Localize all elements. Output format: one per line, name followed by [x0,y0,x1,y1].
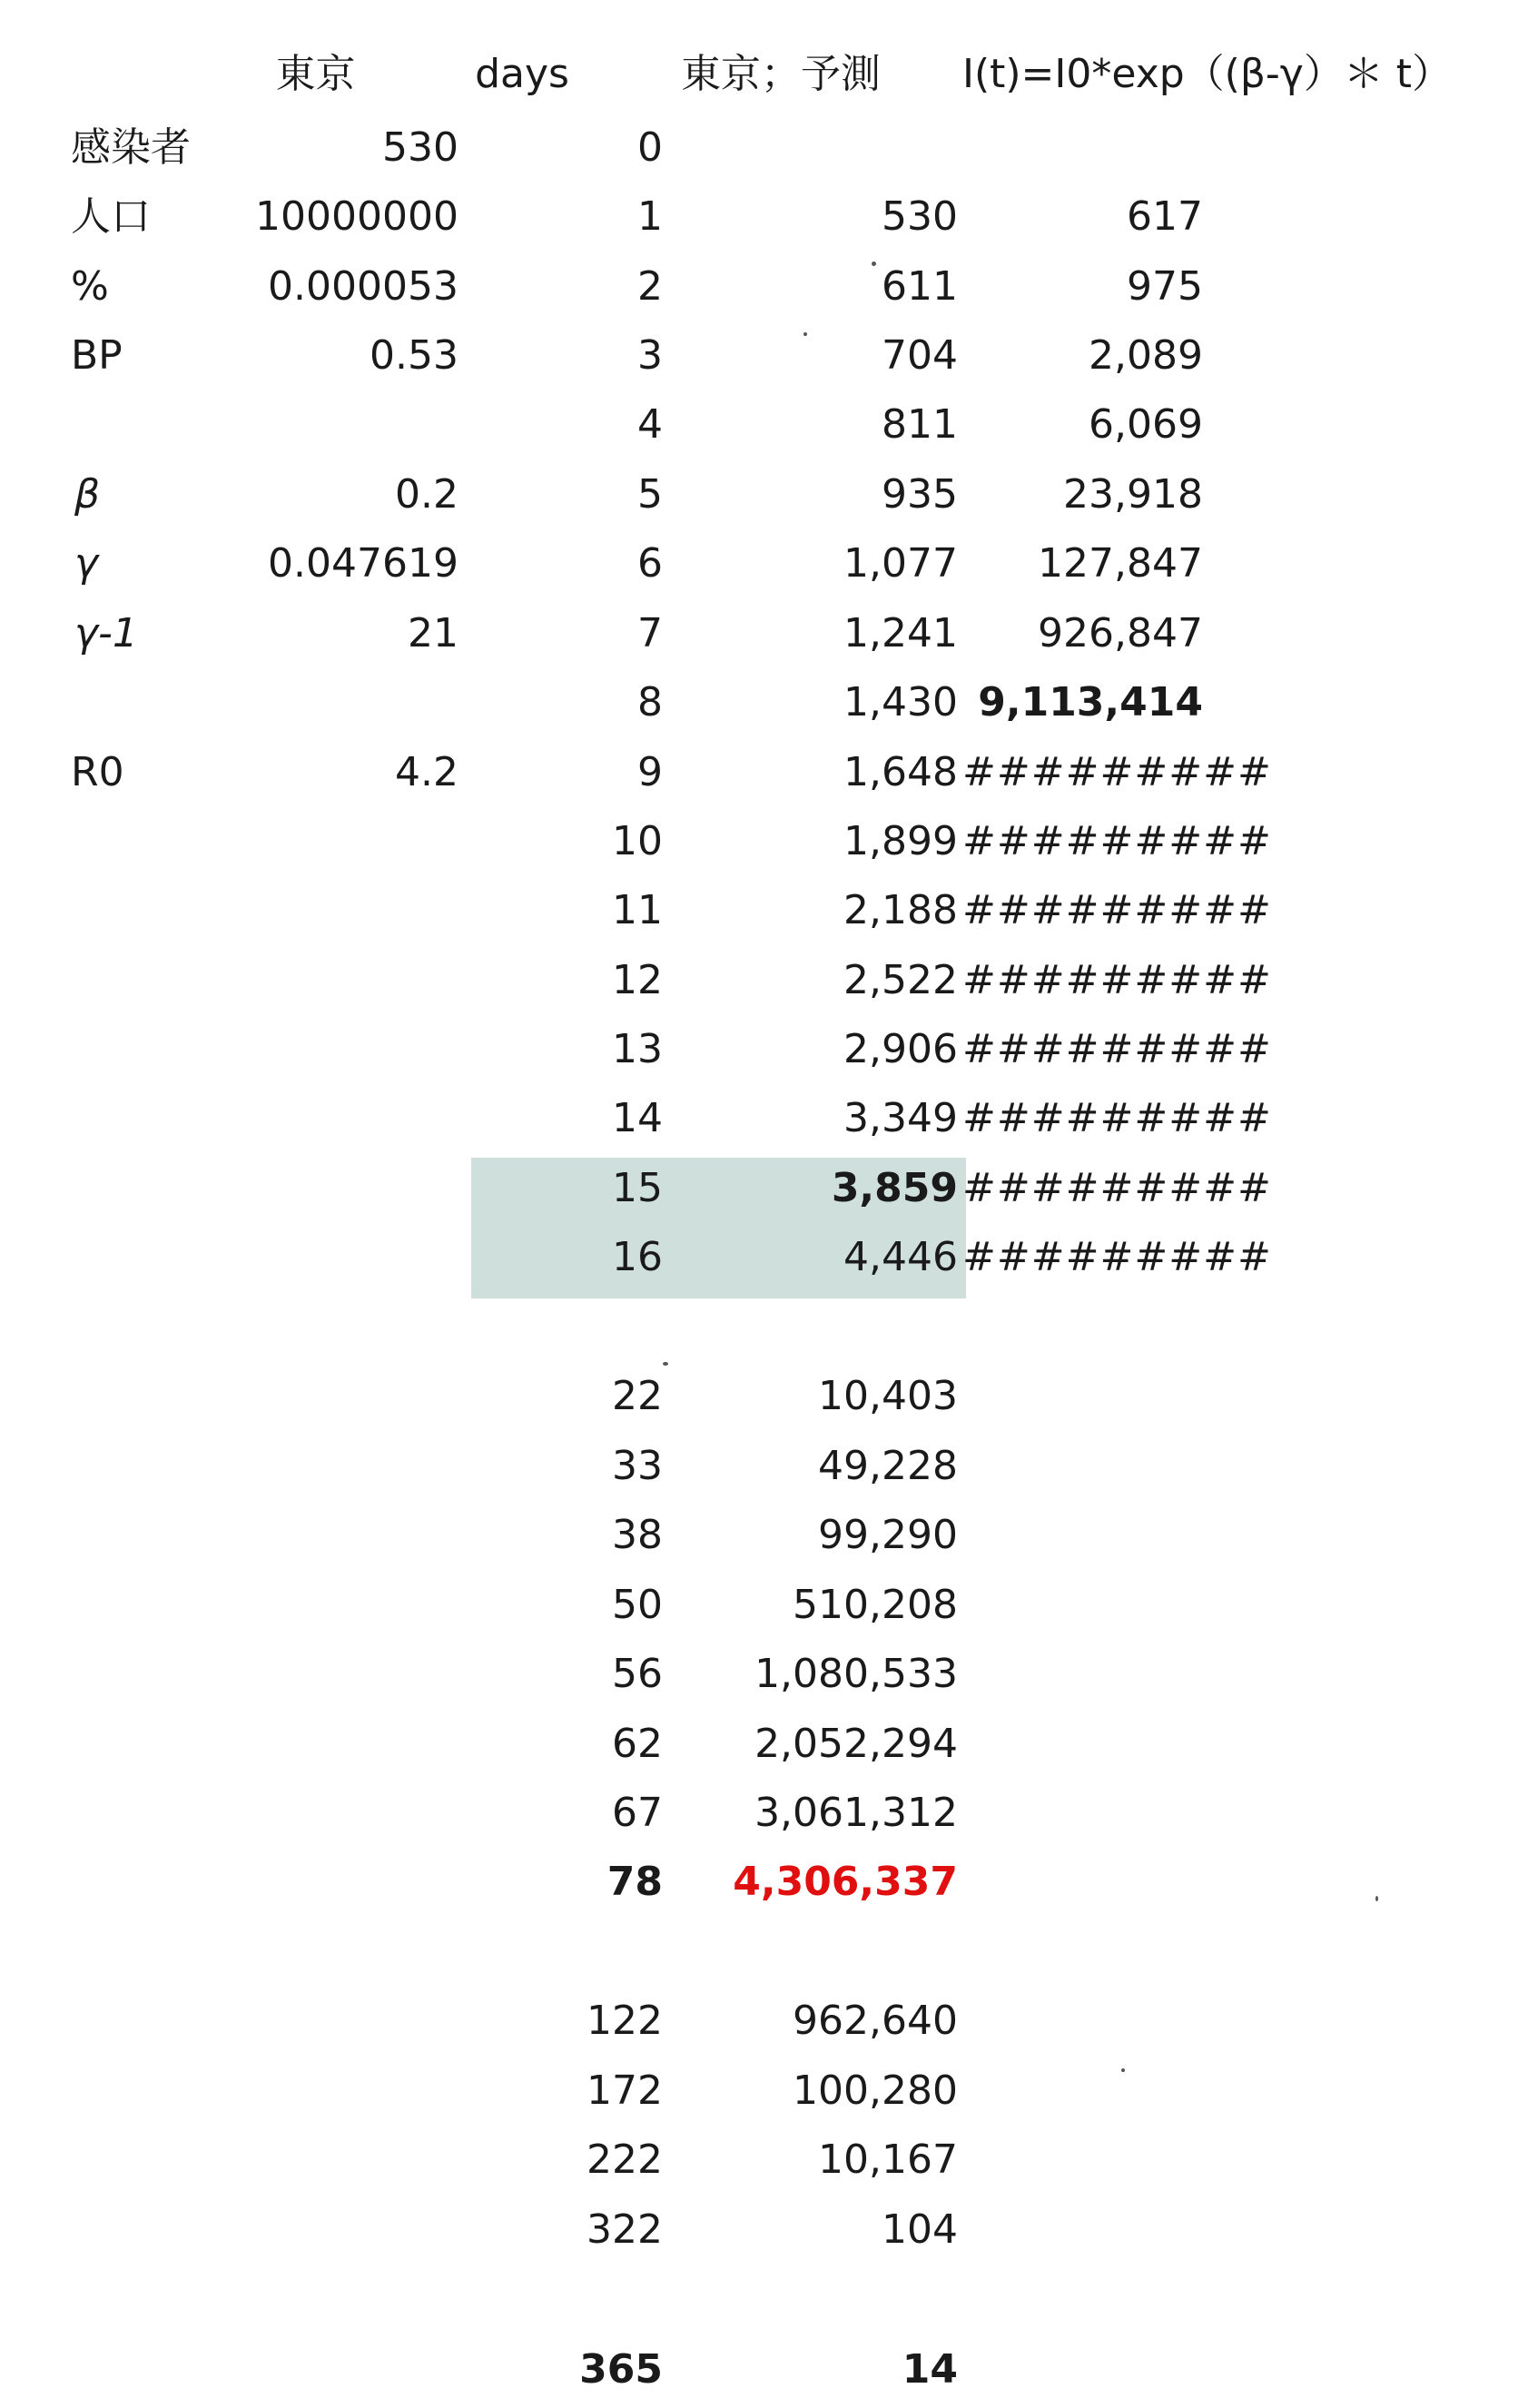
exp-cell: 127,847 [1038,540,1203,587]
forecast-cell: 935 [882,471,958,518]
param-label-infected: 感染者 [71,124,191,171]
forecast-cell-highlighted: 3,859 [831,1165,958,1211]
day-cell: 62 [612,1721,663,1767]
day-cell: 8 [637,679,663,725]
day-cell: 13 [612,1026,663,1072]
forecast-cell: 10,403 [818,1373,958,1419]
exp-cell: 975 [1127,263,1203,310]
exp-cell: 23,918 [1063,471,1203,518]
exp-cell-overflow: ######### [962,818,1272,864]
forecast-cell: 704 [882,332,958,379]
param-value-bp: 0.53 [370,332,458,379]
day-cell: 2 [637,263,663,310]
forecast-cell: 4,446 [843,1234,958,1280]
day-cell: 50 [612,1582,663,1628]
forecast-cell: 2,052,294 [754,1721,958,1767]
forecast-cell: 962,640 [793,1998,958,2044]
final-forecast-cell: 14 [902,2346,958,2393]
exp-cell-overflow: ######### [962,1165,1272,1211]
day-cell: 3 [637,332,663,379]
param-label-percent: % [71,263,109,310]
param-value-gamma-inverse: 21 [408,610,458,656]
param-value-r0: 4.2 [395,749,458,795]
param-label-bp: BP [71,332,123,379]
exp-cell: 926,847 [1038,610,1203,656]
forecast-cell: 1,430 [843,679,958,725]
forecast-cell: 530 [882,193,958,240]
param-label-gamma-inverse: γ-1 [74,610,138,656]
exp-cell-overflow: ######### [962,1026,1272,1072]
forecast-cell: 104 [882,2206,958,2253]
day-cell: 172 [587,2068,663,2114]
peak-forecast-cell: 4,306,337 [733,1859,958,1905]
day-cell: 22 [612,1373,663,1419]
forecast-cell: 1,899 [843,818,958,864]
forecast-cell: 3,061,312 [754,1790,958,1836]
exp-cell-overflow: ######### [962,1095,1272,1141]
forecast-cell: 2,906 [843,1026,958,1072]
forecast-cell: 10,167 [818,2137,958,2183]
day-cell: 1 [637,193,663,240]
forecast-cell: 1,648 [843,749,958,795]
day-cell: 10 [612,818,663,864]
forecast-cell: 811 [882,401,958,448]
forecast-cell: 611 [882,263,958,310]
day-cell: 0 [637,124,663,171]
scan-speck [663,1362,668,1366]
day-cell: 67 [612,1790,663,1836]
scan-speck [803,332,807,336]
exp-cell: 6,069 [1089,401,1203,448]
day-cell: 5 [637,471,663,518]
header-tokyo: 東京 [275,51,356,97]
header-formula: I(t)=I0*exp（(β-γ）＊ t） [962,51,1453,97]
day-cell: 222 [587,2137,663,2183]
exp-cell: 2,089 [1089,332,1203,379]
day-cell: 38 [612,1512,663,1558]
header-days: days [475,51,569,97]
exp-cell: 9,113,414 [978,679,1203,725]
day-cell: 9 [637,749,663,795]
exp-cell: 617 [1127,193,1203,240]
day-cell: 322 [587,2206,663,2253]
param-label-population: 人口 [71,193,151,240]
exp-cell-overflow: ######### [962,1234,1272,1280]
peak-day-cell: 78 [606,1859,663,1905]
exp-cell-overflow: ######### [962,957,1272,1003]
forecast-cell: 1,077 [843,540,958,587]
forecast-cell: 1,241 [843,610,958,656]
forecast-cell: 100,280 [793,2068,958,2114]
day-cell: 15 [612,1165,663,1211]
param-label-beta: β [74,471,101,518]
scan-speck [1121,2068,1125,2072]
day-cell: 33 [612,1443,663,1489]
forecast-cell: 2,188 [843,887,958,933]
final-day-cell: 365 [579,2346,663,2393]
param-value-gamma: 0.047619 [268,540,458,587]
param-value-population: 10000000 [255,193,458,240]
day-cell: 11 [612,887,663,933]
exp-cell-overflow: ######### [962,749,1272,795]
forecast-cell: 2,522 [843,957,958,1003]
param-value-percent: 0.000053 [268,263,458,310]
param-label-gamma: γ [74,540,99,587]
forecast-cell: 510,208 [793,1582,958,1628]
param-value-beta: 0.2 [395,471,458,518]
day-cell: 7 [637,610,663,656]
scan-speck [872,262,876,266]
param-value-infected: 530 [382,124,458,171]
day-cell: 56 [612,1651,663,1697]
day-cell: 6 [637,540,663,587]
param-label-r0: R0 [71,749,124,795]
day-cell: 4 [637,401,663,448]
exp-cell-overflow: ######### [962,887,1272,933]
day-cell: 12 [612,957,663,1003]
day-cell: 16 [612,1234,663,1280]
header-forecast: 東京；予測 [681,51,881,97]
scan-speck [1375,1896,1378,1901]
forecast-cell: 99,290 [818,1512,958,1558]
day-cell: 122 [587,1998,663,2044]
forecast-cell: 1,080,533 [754,1651,958,1697]
forecast-cell: 49,228 [818,1443,958,1489]
forecast-cell: 3,349 [843,1095,958,1141]
day-cell: 14 [612,1095,663,1141]
